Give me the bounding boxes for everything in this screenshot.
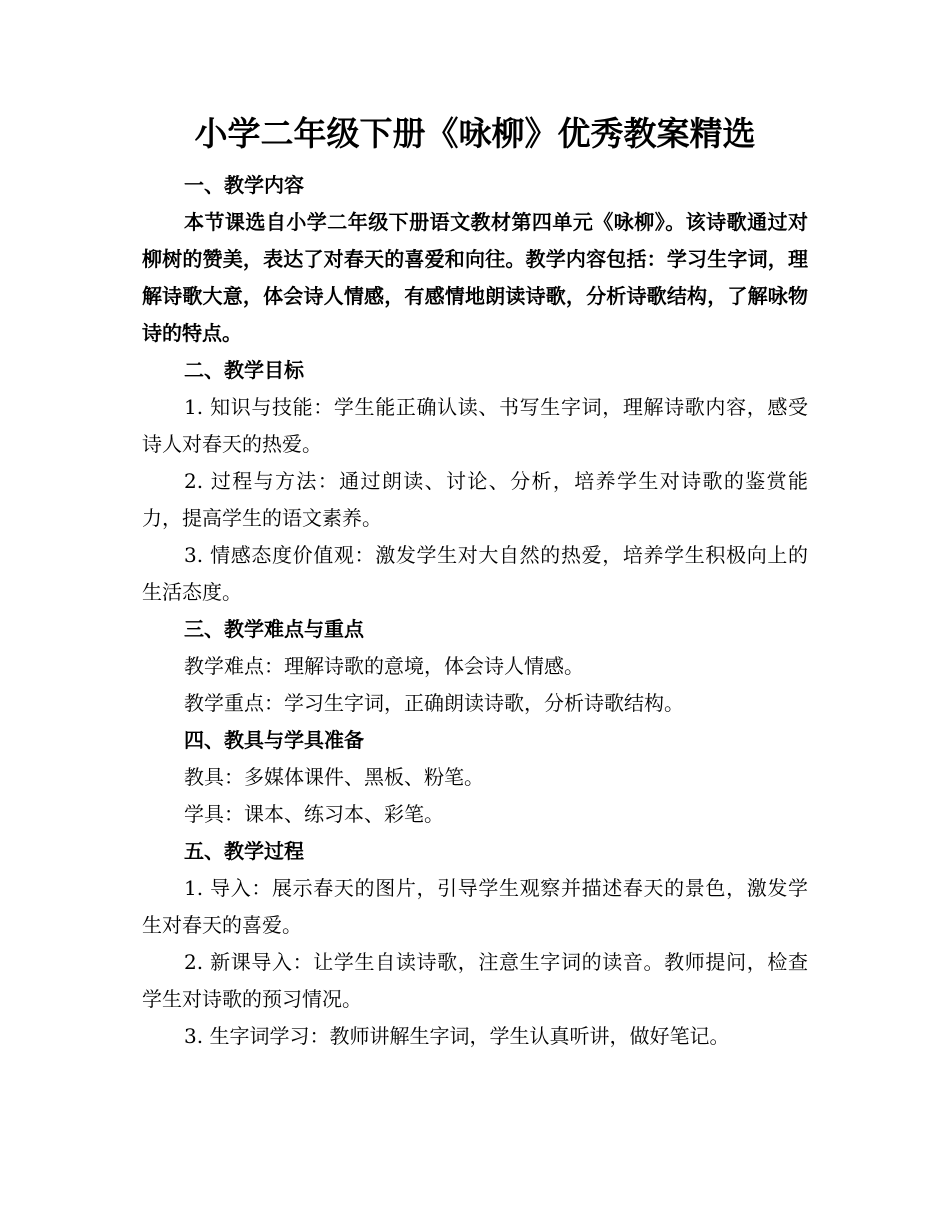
teacher-materials: 教具：多媒体课件、黑板、粉笔。 xyxy=(184,765,484,789)
section-heading-difficulties: 三、教学难点与重点 xyxy=(184,617,364,641)
section-heading-content: 一、教学内容 xyxy=(184,173,304,197)
section-heading-objectives: 二、教学目标 xyxy=(184,358,304,382)
process-step-vocabulary: 3. 生字词学习：教师讲解生字词，学生认真听讲，做好笔记。 xyxy=(184,1024,730,1048)
objective-knowledge-skills: 1. 知识与技能：学生能正确认读、书写生字词，理解诗歌内容，感受诗人对春天的热爱。 xyxy=(142,395,808,456)
objective-emotion-values: 3. 情感态度价值观：激发学生对大自然的热爱，培养学生积极向上的生活态度。 xyxy=(142,543,808,604)
student-materials: 学具：课本、练习本、彩笔。 xyxy=(184,802,444,826)
section-heading-process: 五、教学过程 xyxy=(184,839,304,863)
process-step-new-lesson: 2. 新课导入：让学生自读诗歌，注意生字词的读音。教师提问，检查学生对诗歌的预习情况。 xyxy=(142,950,808,1011)
teaching-focus: 教学重点：学习生字词，正确朗读诗歌，分析诗歌结构。 xyxy=(184,691,684,715)
objective-process-method: 2. 过程与方法：通过朗读、讨论、分析，培养学生对诗歌的鉴赏能力，提高学生的语文素养。 xyxy=(142,469,808,530)
section-content-paragraph: 本节课选自小学二年级下册语文教材第四单元《咏柳》。该诗歌通过对柳树的赞美，表达了对春天的喜爱和向往。教学内容包括：学习生字词，理解诗歌大意，体会诗人情感，有感情地朗读诗歌，分析诗歌结构，了解咏物诗的特点。 xyxy=(142,210,808,345)
document-title: 小学二年级下册《咏柳》优秀教案精选 xyxy=(194,114,756,153)
teaching-difficulty: 教学难点：理解诗歌的意境，体会诗人情感。 xyxy=(184,654,584,678)
section-heading-materials: 四、教具与学具准备 xyxy=(184,728,364,752)
process-step-intro: 1. 导入：展示春天的图片，引导学生观察并描述春天的景色，激发学生对春天的喜爱。 xyxy=(142,876,808,937)
